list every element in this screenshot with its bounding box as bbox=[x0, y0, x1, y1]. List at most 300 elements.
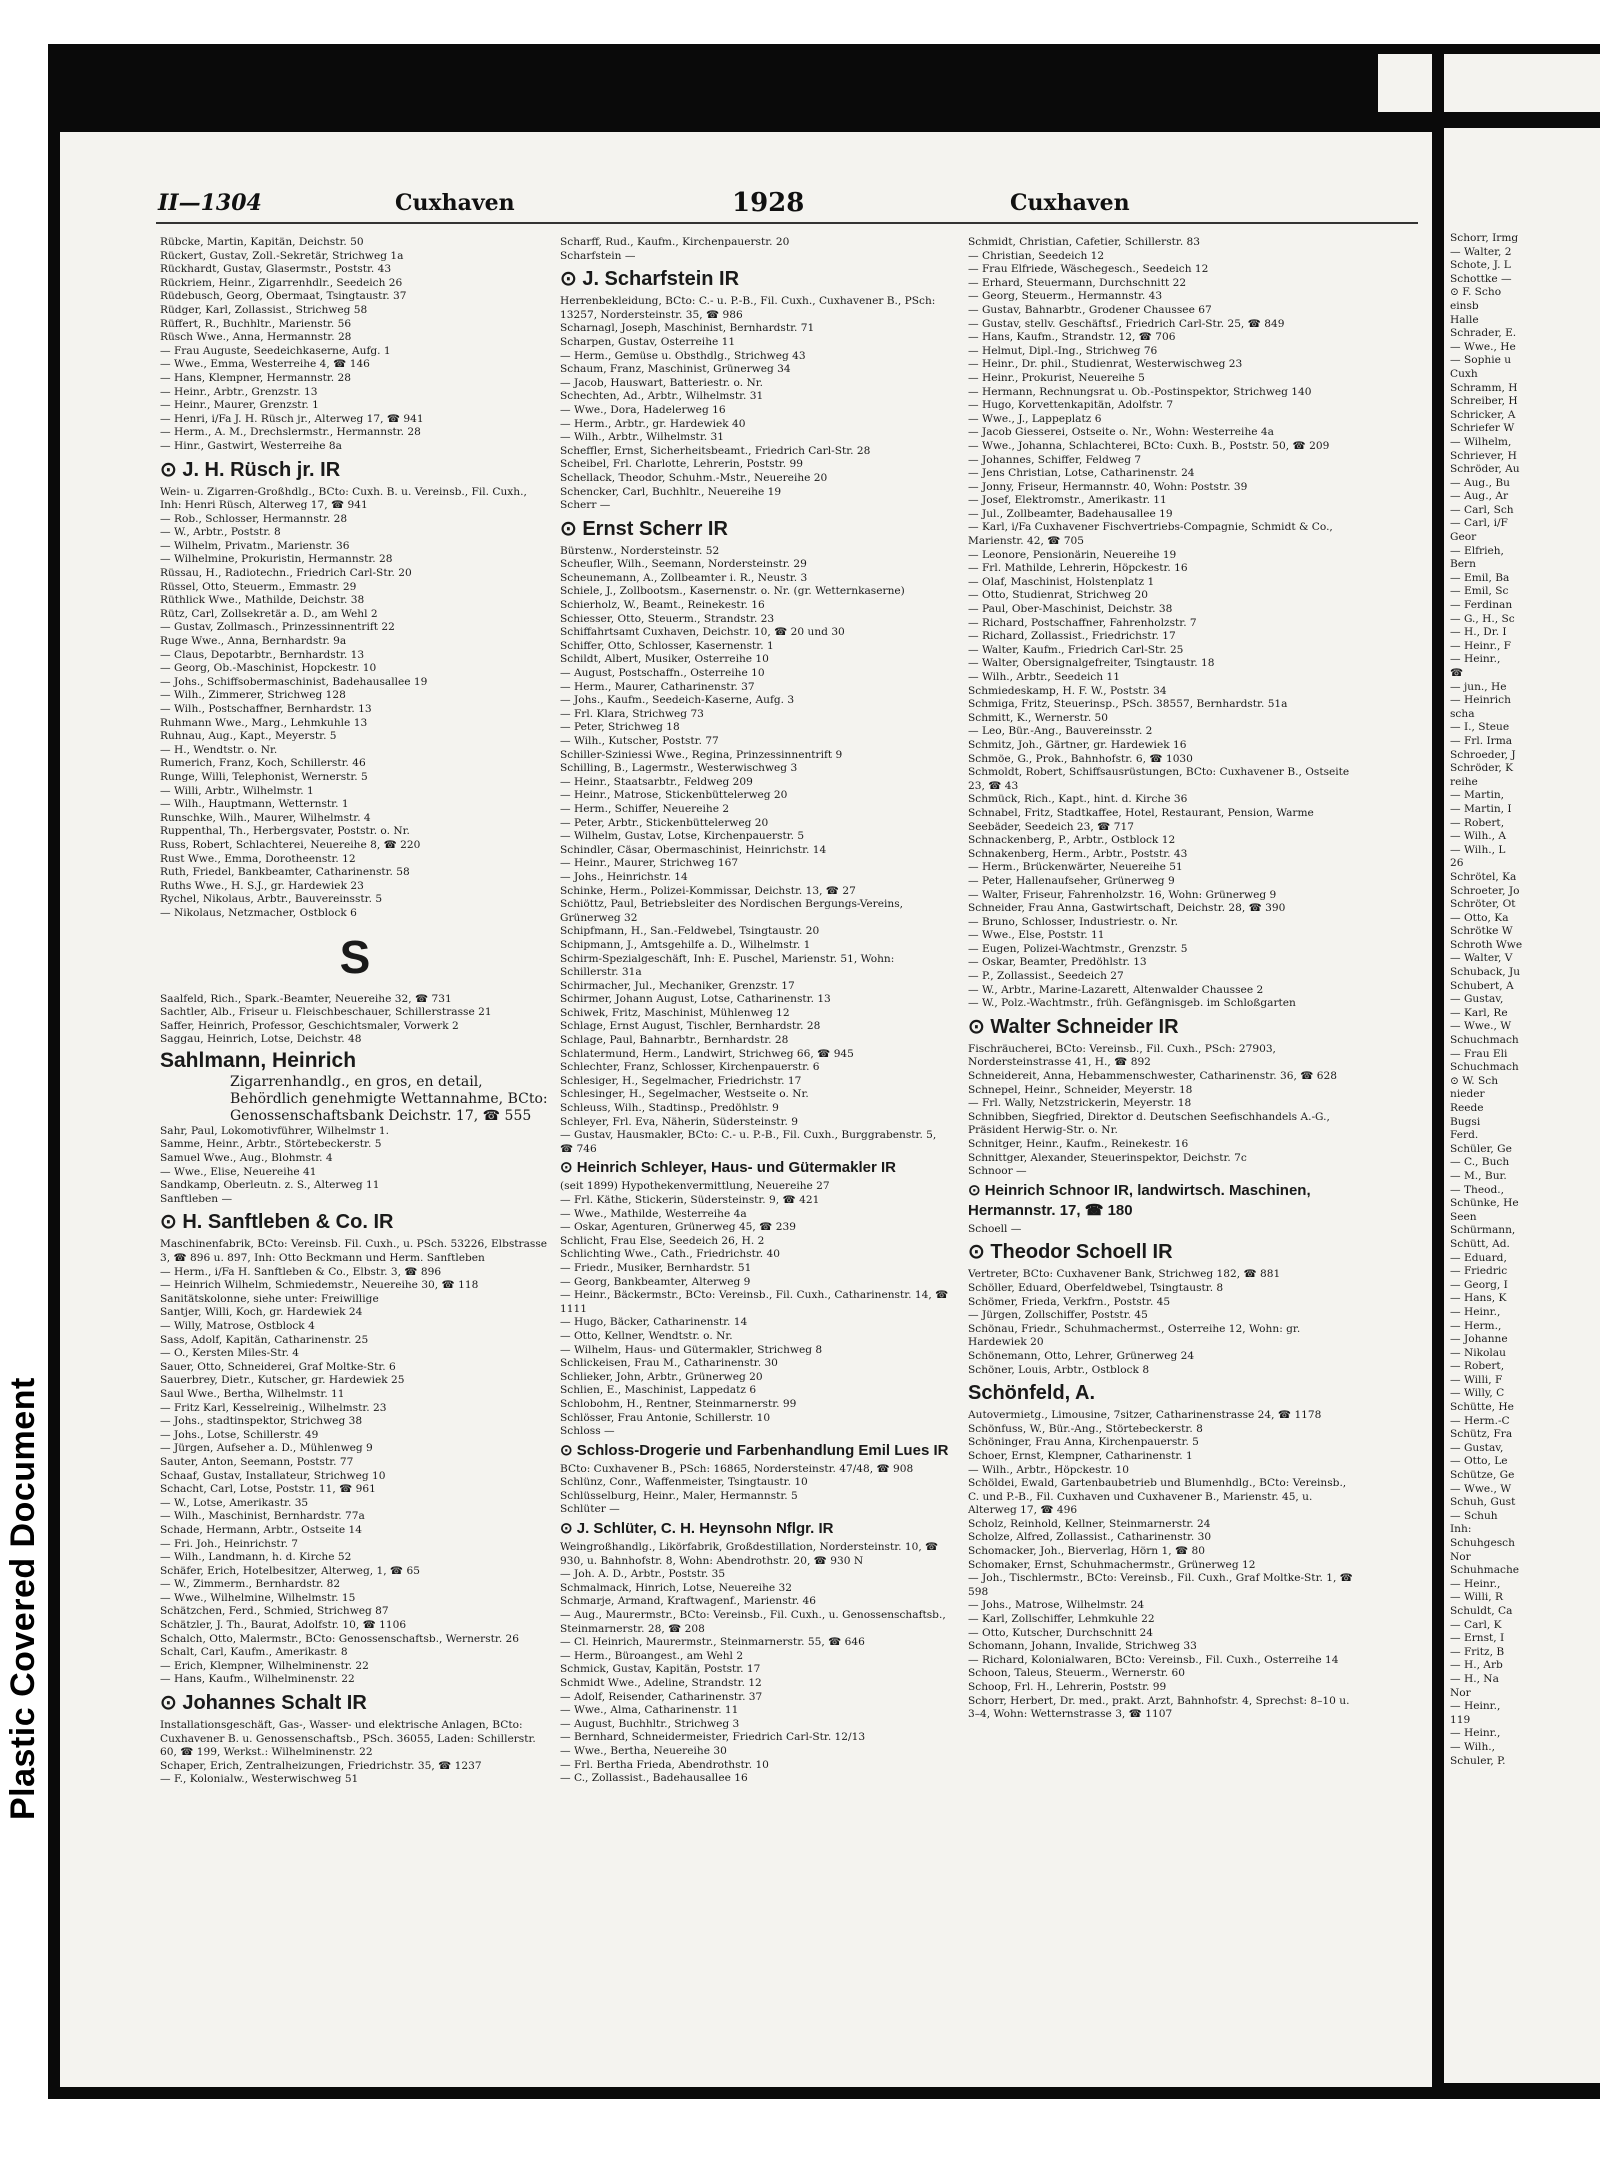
directory-entry: — W., Zimmerm., Bernhardstr. 82 bbox=[160, 1578, 341, 1591]
directory-entry-detail: Zigarrenhandlg., en gros, en detail, Behördlich genehmigte Wettannahme, BCto: Genossenschaftsbank Deichstr. 17, ☎ 555 bbox=[230, 1073, 548, 1124]
directory-heading-entry: ⊙ Heinrich Schnoor IR, landwirtsch. Maschinen, Hermannstr. 17, ☎ 180 bbox=[968, 1181, 1311, 1219]
directory-entry: Sachtler, Alb., Friseur u. Fleischbeschauer, Schillerstrasse 21 bbox=[160, 1006, 492, 1019]
directory-entry: Ferd. bbox=[1450, 1129, 1479, 1142]
directory-entry: — Frl. Käthe, Stickerin, Südersteinstr. 9, ☎ 421 bbox=[560, 1194, 820, 1206]
directory-entry: — Frl. Bertha Frieda, Abendrothstr. 10 bbox=[560, 1758, 769, 1771]
directory-entry: Schiesser, Otto, Steuerm., Strandstr. 23 bbox=[560, 612, 775, 625]
directory-entry: Rückhardt, Gustav, Glasermstr., Poststr. 43 bbox=[160, 263, 392, 276]
directory-entry: — H., Na bbox=[1450, 1672, 1499, 1685]
directory-entry: — August, Postschaffn., Osterreihe 10 bbox=[560, 667, 765, 680]
directory-entry: — Heinr., Arbtr., Grenzstr. 13 bbox=[160, 385, 318, 398]
directory-entry: — Fritz, B bbox=[1450, 1645, 1505, 1658]
directory-entry: — Wilh., bbox=[1450, 1740, 1495, 1753]
directory-entry: — Heinr., Maurer, Strichweg 167 bbox=[560, 857, 739, 870]
directory-entry: — Gustav, bbox=[1450, 993, 1504, 1006]
directory-entry: Schroth Wwe bbox=[1450, 938, 1523, 951]
directory-entry: Schindler, Cäsar, Obermaschinist, Heinrichstr. 14 bbox=[560, 843, 827, 856]
directory-entry: — Nikolaus, Netzmacher, Ostblock 6 bbox=[160, 906, 357, 919]
directory-entry: — Richard, Zollassist., Friedrichstr. 17 bbox=[968, 630, 1176, 643]
directory-entry: Sauter, Anton, Seemann, Poststr. 77 bbox=[160, 1455, 354, 1468]
directory-entry: — Heinr., bbox=[1450, 1700, 1501, 1713]
directory-entry: Bürstenw., Nordersteinstr. 52 bbox=[560, 544, 720, 557]
directory-entry: — Otto, Ka bbox=[1450, 911, 1509, 924]
directory-entry: — Hugo, Korvettenkapitän, Adolfstr. 7 bbox=[968, 399, 1174, 412]
directory-entry: Schirm-Spezialgeschäft, Inh: E. Puschel, Marienstr. 51, Wohn: Schillerstr. 31a bbox=[560, 952, 895, 979]
directory-entry: Schmück, Rich., Kapt., hint. d. Kirche 36 bbox=[968, 793, 1188, 806]
directory-entry: Scheunemann, A., Zollbeamter i. R., Neustr. 3 bbox=[560, 571, 808, 584]
directory-entry: — August, Buchhltr., Strichweg 3 bbox=[560, 1717, 740, 1730]
header-rule bbox=[156, 222, 1418, 224]
directory-entry: — Claus, Depotarbtr., Bernhardstr. 13 bbox=[160, 648, 365, 661]
directory-entry: — Peter, Arbtr., Stickenbüttelerweg 20 bbox=[560, 816, 769, 829]
directory-entry: — Wilh., Arbtr., Wilhelmstr. 31 bbox=[560, 431, 724, 444]
directory-entry: — Aug., Maurermstr., BCto: Vereinsb., Fil. Cuxh., u. Genossenschaftsb., Steinmarnerstr. 28, ☎ 208 bbox=[560, 1609, 946, 1635]
directory-entry: — Nikolau bbox=[1450, 1346, 1506, 1359]
directory-entry: — Johs., Heinrichstr. 14 bbox=[560, 870, 688, 883]
directory-entry: — Wilhelm, Haus- und Gütermakler, Strichweg 8 bbox=[560, 1343, 823, 1356]
directory-entry: Saffer, Heinrich, Professor, Geschichtsmaler, Vorwerk 2 bbox=[160, 1019, 459, 1032]
directory-entry: — Josef, Elektromstr., Amerikastr. 11 bbox=[968, 494, 1167, 507]
directory-entry: Schlickeisen, Frau M., Catharinenstr. 30 bbox=[560, 1357, 778, 1370]
directory-entry: — Aug., Bu bbox=[1450, 476, 1510, 489]
directory-entry: Santjer, Willi, Koch, gr. Hardewiek 24 bbox=[160, 1306, 363, 1319]
directory-entry: Schmiedeskamp, H. F. W., Poststr. 34 bbox=[968, 684, 1167, 697]
directory-column-3 bbox=[968, 236, 1358, 2066]
directory-entry: — Theod., bbox=[1450, 1183, 1505, 1196]
directory-entry: Schaper, Erich, Zentralheizungen, Friedrichstr. 35, ☎ 1237 bbox=[160, 1759, 482, 1772]
directory-entry: Schätzler, J. Th., Baurat, Adolfstr. 10, ☎ 1106 bbox=[160, 1619, 407, 1632]
directory-entry: Schoer, Ernst, Klempner, Catharinenstr. 1 bbox=[968, 1449, 1193, 1462]
directory-entry: — Friedr., Musiker, Bernhardstr. 51 bbox=[560, 1261, 752, 1274]
directory-entry: Schacht, Carl, Lotse, Poststr. 11, ☎ 961 bbox=[160, 1483, 376, 1496]
directory-entry: Scharfstein — bbox=[560, 249, 636, 262]
directory-entry: Schröter, Ot bbox=[1450, 898, 1516, 911]
directory-entry: — Wilh., L bbox=[1450, 843, 1506, 856]
directory-entry: Schöninger, Frau Anna, Kirchenpauerstr. 5 bbox=[968, 1436, 1199, 1449]
directory-entry: Ruth, Friedel, Bankbeamter, Catharinenstr. 58 bbox=[160, 866, 410, 879]
directory-column-2 bbox=[560, 236, 950, 2066]
directory-entry: Schönau, Friedr., Schuhmachermst., Osterreihe 12, Wohn: gr. Hardewiek 20 bbox=[968, 1322, 1301, 1349]
directory-entry: Schnakenberg, Herm., Arbtr., Poststr. 43 bbox=[968, 847, 1188, 860]
directory-entry: Geor bbox=[1450, 531, 1477, 544]
directory-page bbox=[60, 132, 1432, 2087]
directory-entry: — Wilhelm, Privatm., Marienstr. 36 bbox=[160, 539, 350, 552]
directory-entry: Schüler, Ge bbox=[1450, 1142, 1512, 1155]
directory-entry: Schnackenberg, P., Arbtr., Ostblock 12 bbox=[968, 834, 1176, 847]
directory-entry: — Erhard, Steuermann, Durchschnitt 22 bbox=[968, 276, 1187, 289]
directory-entry: — Heinr., bbox=[1450, 653, 1501, 666]
directory-entry: Schreiber, H bbox=[1450, 395, 1518, 408]
directory-entry: Schinke, Herm., Polizei-Kommissar, Deichstr. 13, ☎ 27 bbox=[560, 884, 856, 897]
directory-entry: — Olaf, Maschinist, Holstenplatz 1 bbox=[968, 575, 1155, 588]
directory-entry: Schuhmache bbox=[1450, 1564, 1520, 1577]
directory-column-1 bbox=[160, 236, 550, 2066]
directory-entry: Schrötel, Ka bbox=[1450, 870, 1517, 883]
directory-entry: — Wwe., J., Lappeplatz 6 bbox=[968, 412, 1102, 425]
directory-entry: — Jens Christian, Lotse, Catharinenstr. 24 bbox=[968, 467, 1195, 480]
directory-entry: Schäfer, Erich, Hotelbesitzer, Alterweg, 1, ☎ 65 bbox=[160, 1564, 420, 1577]
directory-entry: — Rob., Schlosser, Hermannstr. 28 bbox=[160, 512, 348, 525]
directory-entry: — Carl, i/F bbox=[1450, 517, 1508, 530]
directory-entry: Schiöttz, Paul, Betriebsleiter des Nordischen Bergungs-Vereins, Grünerweg 32 bbox=[560, 898, 904, 924]
directory-entry: Schönemann, Otto, Lehrer, Grünerweg 24 bbox=[968, 1349, 1195, 1362]
directory-entry: — Johanne bbox=[1450, 1333, 1508, 1346]
directory-entry: Schalt, Carl, Kaufm., Amerikastr. 8 bbox=[160, 1646, 348, 1659]
directory-entry: — Ferdinan bbox=[1450, 599, 1513, 612]
directory-entry: Schmarje, Armand, Kraftwagenf., Marienstr. 46 bbox=[560, 1595, 817, 1608]
directory-entry: Schütte, He bbox=[1450, 1401, 1514, 1414]
directory-entry: — Wilh., Zimmerer, Strichweg 128 bbox=[160, 689, 346, 702]
directory-heading-entry: Sahlmann, Heinrich bbox=[160, 1048, 357, 1072]
directory-entry: Rüssel, Otto, Steuerm., Emmastr. 29 bbox=[160, 580, 357, 593]
directory-entry: — Walter, V bbox=[1450, 952, 1513, 965]
directory-entry: — Heinrich bbox=[1450, 694, 1511, 707]
directory-entry: Schipfmann, H., San.-Feldwebel, Tsingtaustr. 20 bbox=[560, 925, 820, 938]
directory-entry: Schoop, Frl. H., Lehrerin, Poststr. 99 bbox=[968, 1681, 1167, 1693]
directory-entry: Rüdger, Karl, Zollassist., Strichweg 58 bbox=[160, 303, 368, 316]
directory-entry: — Otto, Le bbox=[1450, 1455, 1508, 1468]
directory-entry: — Sophie u bbox=[1450, 354, 1512, 367]
directory-entry: — Herm., Maurer, Catharinenstr. 37 bbox=[560, 680, 755, 693]
directory-entry: Schnepel, Heinr., Schneider, Meyerstr. 18 bbox=[968, 1083, 1193, 1096]
directory-entry: — Willi, R bbox=[1450, 1591, 1503, 1604]
directory-entry: Schomacker, Joh., Bierverlag, Hörn 1, ☎ 80 bbox=[968, 1545, 1205, 1558]
directory-entry: — Wwe., Johanna, Schlachterei, BCto: Cuxh. B., Poststr. 50, ☎ 209 bbox=[968, 439, 1330, 452]
directory-entry: Schnoor — bbox=[968, 1165, 1027, 1178]
directory-entry: — O., Kersten Miles-Str. 4 bbox=[160, 1347, 300, 1360]
directory-entry: Sauerbrey, Dietr., Kutscher, gr. Hardewiek 25 bbox=[160, 1374, 405, 1387]
directory-entry: — Heinr., Maurer, Grenzstr. 1 bbox=[160, 399, 319, 412]
directory-entry: Schiwek, Fritz, Maschinist, Mühlenweg 12 bbox=[560, 1006, 790, 1019]
directory-entry: — H., Dr. I bbox=[1450, 626, 1507, 639]
directory-entry: Schirmacher, Jul., Mechaniker, Grenzstr. 17 bbox=[560, 979, 795, 992]
directory-entry: — Schuh bbox=[1450, 1509, 1498, 1522]
directory-entry: Sandkamp, Oberleutn. z. S., Alterweg 11 bbox=[160, 1179, 380, 1192]
directory-entry: Scharnagl, Joseph, Maschinist, Bernhardstr. 71 bbox=[560, 322, 815, 335]
directory-entry: — Frau Eli bbox=[1450, 1047, 1508, 1060]
directory-entry: Sanftleben — bbox=[160, 1192, 233, 1205]
directory-entry: Schroeder, J bbox=[1450, 748, 1516, 761]
directory-entry: Scheffler, Ernst, Sicherheitsbeamt., Friedrich Carl-Str. 28 bbox=[560, 444, 871, 457]
directory-entry: — Walter, 2 bbox=[1450, 245, 1512, 258]
directory-entry: — Wilh., Postschaffner, Bernhardstr. 13 bbox=[160, 703, 372, 715]
directory-entry: — Peter, Strichweg 18 bbox=[560, 721, 680, 734]
directory-entry: Rüsch Wwe., Anna, Hermannstr. 28 bbox=[160, 331, 352, 344]
directory-entry: reihe bbox=[1450, 775, 1478, 788]
directory-entry: Schneider, Frau Anna, Gastwirtschaft, Deichstr. 28, ☎ 390 bbox=[968, 902, 1286, 915]
directory-entry: — Wwe., Alma, Catharinenstr. 11 bbox=[560, 1704, 739, 1717]
directory-entry: — W., Lotse, Amerikastr. 35 bbox=[160, 1496, 309, 1509]
directory-entry: Schuh, Gust bbox=[1450, 1496, 1516, 1509]
directory-entry: — Otto, Kutscher, Durchschnitt 24 bbox=[968, 1626, 1154, 1639]
directory-heading-entry: ⊙ H. Sanftleben & Co. IR bbox=[160, 1211, 394, 1234]
directory-entry: Schmick, Gustav, Kapitän, Poststr. 17 bbox=[560, 1663, 761, 1676]
directory-entry: — Johs., stadtinspektor, Strichweg 38 bbox=[160, 1415, 363, 1428]
directory-entry: — M., Bur. bbox=[1450, 1169, 1507, 1182]
directory-entry: — Jul., Zollbeamter, Badehausallee 19 bbox=[968, 507, 1173, 520]
directory-entry: Schiller-Sziniessi Wwe., Regina, Prinzessinnentrift 9 bbox=[560, 748, 843, 761]
directory-entry: Schmiga, Fritz, Steuerinsp., PSch. 38557, Bernhardstr. 51a bbox=[968, 698, 1288, 711]
directory-entry: Saggau, Heinrich, Lotse, Deichstr. 48 bbox=[160, 1033, 362, 1046]
directory-entry: — Christian, Seedeich 12 bbox=[968, 249, 1105, 262]
directory-entry: — Henri, i/Fa J. H. Rüsch jr., Alterweg 17, ☎ 941 bbox=[160, 412, 424, 425]
directory-entry: — Wwe., Else, Poststr. 11 bbox=[968, 929, 1105, 942]
directory-entry: — Wilh., Arbtr., Höpckestr. 10 bbox=[968, 1463, 1129, 1476]
page-corner-tab bbox=[1378, 54, 1600, 112]
directory-entry: — Leonore, Pensionärin, Neuereihe 19 bbox=[968, 548, 1177, 561]
directory-entry: — Martin, I bbox=[1450, 802, 1512, 815]
directory-entry: Schilling, B., Lagermstr., Westerwischweg 3 bbox=[560, 762, 798, 775]
directory-entry: — Georg, Bankbeamter, Alterweg 9 bbox=[560, 1275, 751, 1288]
directory-entry: Schlieker, John, Arbtr., Grünerweg 20 bbox=[560, 1370, 763, 1383]
directory-entry: Schlechter, Franz, Schlosser, Kirchenpauerstr. 6 bbox=[560, 1061, 820, 1074]
directory-entry: Schellack, Theodor, Schuhm.-Mstr., Neuereihe 20 bbox=[560, 471, 828, 484]
directory-entry: — Willy, C bbox=[1450, 1387, 1505, 1400]
directory-entry: — Georg, Ob.-Maschinist, Hopckestr. 10 bbox=[160, 662, 377, 675]
city-title-left: Cuxhaven bbox=[395, 190, 515, 216]
directory-entry: Ruhmann Wwe., Marg., Lehmkuhle 13 bbox=[160, 716, 368, 729]
directory-entry: — Herm., Büroangest., am Wehl 2 bbox=[560, 1649, 744, 1662]
directory-entry: Schmoldt, Robert, Schiffsausrüstungen, BCto: Cuxhavener B., Ostseite 23, ☎ 43 bbox=[968, 766, 1350, 792]
directory-entry: — Heinr., Matrose, Stickenbüttelerweg 20 bbox=[560, 789, 788, 802]
directory-entry: Inh: bbox=[1450, 1523, 1472, 1536]
directory-entry: — Heinr., F bbox=[1450, 639, 1512, 652]
directory-entry: Schiffahrtsamt Cuxhaven, Deichstr. 10, ☎ 20 und 30 bbox=[560, 626, 845, 639]
directory-entry: Nor bbox=[1450, 1686, 1471, 1699]
directory-entry: — Oskar, Agenturen, Grünerweg 45, ☎ 239 bbox=[560, 1221, 796, 1234]
directory-entry: — Wilh., Landmann, h. d. Kirche 52 bbox=[160, 1551, 352, 1564]
directory-entry: — Heinr., bbox=[1450, 1577, 1501, 1590]
directory-entry: — jun., He bbox=[1450, 680, 1507, 693]
directory-entry: Saalfeld, Rich., Spark.-Beamter, Neuereihe 32, ☎ 731 bbox=[160, 992, 452, 1005]
directory-entry: — Jacob Giesserei, Ostseite o. Nr., Wohn: Westerreihe 4a bbox=[968, 426, 1274, 439]
directory-entry: Schlien, E., Maschinist, Lappedatz 6 bbox=[560, 1384, 757, 1397]
directory-entry: Schricker, A bbox=[1450, 408, 1516, 421]
directory-entry: Rüdebusch, Georg, Obermaat, Tsingtaustr. 37 bbox=[160, 290, 407, 303]
directory-entry: Schnittger, Alexander, Steuerinspektor, Deichstr. 7c bbox=[968, 1151, 1247, 1164]
directory-entry: Schoon, Taleus, Steuerm., Wernerstr. 60 bbox=[968, 1667, 1185, 1680]
directory-entry: Scholze, Alfred, Zollassist., Catharinenstr. 30 bbox=[968, 1531, 1212, 1544]
directory-entry: Rust Wwe., Emma, Dorotheenstr. 12 bbox=[160, 852, 356, 865]
directory-heading-entry: Schönfeld, A. bbox=[968, 1382, 1096, 1405]
directory-entry: Schünke, He bbox=[1450, 1197, 1519, 1210]
directory-entry: Schlüsselburg, Heinr., Maler, Hermannstr. 5 bbox=[560, 1489, 798, 1502]
directory-entry: — Karl, i/Fa Cuxhavener Fischvertriebs-Compagnie, Schmidt & Co., Marienstr. 42, ☎ 705 bbox=[968, 521, 1333, 548]
directory-entry: Schöner, Louis, Arbtr., Ostblock 8 bbox=[968, 1363, 1150, 1376]
directory-entry: — P., Zollassist., Seedeich 27 bbox=[968, 970, 1124, 983]
directory-entry: Nor bbox=[1450, 1550, 1471, 1563]
directory-entry: Halle bbox=[1450, 313, 1479, 326]
directory-entry: — C., Zollassist., Badehausallee 16 bbox=[560, 1772, 748, 1785]
directory-entry: — Helmut, Dipl.-Ing., Strichweg 76 bbox=[968, 344, 1158, 357]
directory-entry: — Willi, Arbtr., Wilhelmstr. 1 bbox=[160, 784, 314, 797]
directory-entry: Cuxh bbox=[1450, 367, 1478, 380]
directory-entry: Sass, Adolf, Kapitän, Catharinenstr. 25 bbox=[160, 1333, 369, 1346]
directory-entry: — Robert, bbox=[1450, 816, 1505, 829]
directory-entry: Reede bbox=[1450, 1102, 1484, 1114]
scanned-document bbox=[48, 44, 1600, 2099]
directory-entry: Schlesiger, H., Segelmacher, Friedrichstr. 17 bbox=[560, 1074, 802, 1087]
directory-entry: — Fritz Karl, Kesselreinig., Wilhelmstr. 23 bbox=[160, 1401, 387, 1414]
directory-entry: Schmitt, K., Wernerstr. 50 bbox=[968, 711, 1109, 724]
directory-entry: Weingroßhandlg., Likörfabrik, Großdestillation, Nordersteinstr. 10, ☎ 930, u. Bahnhofstr. 8, Wohn: Abendrothstr. 20, ☎ 930 N bbox=[560, 1541, 939, 1567]
directory-entry: 26 bbox=[1450, 857, 1464, 870]
directory-entry: — Willi, F bbox=[1450, 1373, 1503, 1386]
directory-entry: Schramm, H bbox=[1450, 381, 1518, 394]
city-title-right: Cuxhaven bbox=[1010, 190, 1130, 216]
directory-entry: Runge, Willi, Telephonist, Wernerstr. 5 bbox=[160, 770, 368, 783]
directory-entry: Schildt, Albert, Musiker, Osterreihe 10 bbox=[560, 653, 769, 666]
directory-entry: — Adolf, Reisender, Catharinenstr. 37 bbox=[560, 1690, 763, 1703]
directory-entry: — Emil, Ba bbox=[1450, 571, 1510, 584]
directory-heading-entry: ⊙ J. Schlüter, C. H. Heynsohn Nflgr. IR bbox=[560, 1520, 834, 1538]
directory-entry: Schmidt Wwe., Adeline, Strandstr. 12 bbox=[560, 1677, 762, 1689]
directory-entry: — Frl. Mathilde, Lehrerin, Höpckestr. 16 bbox=[968, 562, 1188, 575]
directory-entry: Samuel Wwe., Aug., Blohmstr. 4 bbox=[160, 1152, 333, 1165]
directory-entry: — W., Polz.-Wachtmstr., früh. Gefängnisgeb. im Schloßgarten bbox=[968, 997, 1296, 1010]
directory-entry: — Heinr., Bäckermstr., BCto: Vereinsb., Fil. Cuxh., Catharinenstr. 14, ☎ 1111 bbox=[560, 1289, 949, 1315]
directory-entry: — Georg, I bbox=[1450, 1278, 1508, 1291]
directory-heading-entry: ⊙ J. H. Rüsch jr. IR bbox=[160, 458, 341, 481]
directory-entry: Bugsi bbox=[1450, 1115, 1481, 1128]
directory-entry: nieder bbox=[1450, 1088, 1485, 1101]
directory-entry: Schmalmack, Hinrich, Lotse, Neuereihe 32 bbox=[560, 1581, 793, 1594]
directory-entry: — Friedric bbox=[1450, 1265, 1508, 1278]
directory-entry: — Hans, Kaufm., Strandstr. 12, ☎ 706 bbox=[968, 331, 1176, 344]
directory-entry: Schloss — bbox=[560, 1425, 615, 1438]
directory-entry: — Martin, bbox=[1450, 789, 1505, 802]
directory-entry: Schlage, Ernst August, Tischler, Bernhardstr. 28 bbox=[560, 1020, 821, 1033]
adjacent-page-edge bbox=[1444, 128, 1600, 2083]
directory-entry: — Hans, K bbox=[1450, 1292, 1507, 1305]
directory-entry: — Heinrich Wilhelm, Schmiedemstr., Neuereihe 30, ☎ 118 bbox=[160, 1279, 479, 1292]
directory-entry: Schiffer, Otto, Schlosser, Kasernenstr. 1 bbox=[560, 639, 774, 652]
directory-entry: — Carl, Sch bbox=[1450, 503, 1514, 516]
directory-entry: — Frl. Irma bbox=[1450, 734, 1513, 747]
directory-entry: — Heinr., Staatsarbtr., Feldweg 209 bbox=[560, 775, 753, 788]
directory-entry: — Bernhard, Schneidermeister, Friedrich Carl-Str. 12/13 bbox=[560, 1731, 866, 1744]
directory-entry: Rüthlick Wwe., Mathilde, Deichstr. 38 bbox=[160, 594, 365, 607]
directory-entry: Schnabel, Fritz, Stadtkaffee, Hotel, Restaurant, Pension, Warme Seebäder, Seedeich 23, ☎ 717 bbox=[968, 806, 1314, 833]
directory-entry: Rüssau, H., Radiotechn., Friedrich Carl-Str. 20 bbox=[160, 567, 412, 580]
directory-entry: ⊙ W. Sch bbox=[1450, 1074, 1499, 1087]
directory-entry: Schorr, Irmg bbox=[1450, 232, 1519, 244]
directory-entry: — Wilh., Maschinist, Bernhardstr. 77a bbox=[160, 1510, 365, 1523]
directory-entry: — Wilhelm, bbox=[1450, 435, 1512, 448]
directory-entry: Sauer, Otto, Schneiderei, Graf Moltke-Str. 6 bbox=[160, 1360, 396, 1373]
directory-entry: — Richard, Postschaffner, Fahrenholzstr. 7 bbox=[968, 616, 1197, 629]
directory-entry: Scheibel, Frl. Charlotte, Lehrerin, Poststr. 99 bbox=[560, 458, 804, 471]
directory-entry: Schütze, Ge bbox=[1450, 1469, 1515, 1482]
directory-entry: Schote, J. L bbox=[1450, 259, 1511, 272]
directory-entry: Rückriem, Heinr., Zigarrenhdlr., Seedeich 26 bbox=[160, 276, 403, 289]
directory-entry: Schalch, Otto, Malermstr., BCto: Genossenschaftsb., Wernerstr. 26 bbox=[160, 1632, 520, 1645]
directory-entry: Saul Wwe., Bertha, Wilhelmstr. 11 bbox=[160, 1387, 345, 1400]
page-gutter bbox=[1432, 44, 1444, 2099]
directory-entry: Schaaf, Gustav, Installateur, Strichweg 10 bbox=[160, 1469, 386, 1482]
directory-entry: — Herm., i/Fa H. Sanftleben & Co., Elbstr. 3, ☎ 896 bbox=[160, 1265, 442, 1278]
directory-entry: — Wilh., A bbox=[1450, 830, 1507, 843]
directory-entry: — F., Kolonialw., Westerwischweg 51 bbox=[160, 1773, 359, 1786]
directory-entry: — G., H., Sc bbox=[1450, 612, 1515, 625]
directory-entry: — C., Buch bbox=[1450, 1156, 1510, 1169]
directory-entry: — Jürgen, Zollschiffer, Poststr. 45 bbox=[968, 1309, 1148, 1322]
directory-entry: einsb bbox=[1450, 299, 1479, 312]
directory-entry: — Wwe., Elise, Neuereihe 41 bbox=[160, 1165, 317, 1178]
directory-entry: Schomann, Johann, Invalide, Strichweg 33 bbox=[968, 1640, 1197, 1653]
directory-entry: — Johs., Schiffsobermaschinist, Badehausallee 19 bbox=[160, 675, 428, 688]
directory-entry: Schmöe, G., Prok., Bahnhofstr. 6, ☎ 1030 bbox=[968, 752, 1193, 765]
directory-entry: — Johs., Kaufm., Seedeich-Kaserne, Aufg. 3 bbox=[560, 694, 795, 707]
directory-entry: — Wwe., He bbox=[1450, 340, 1516, 353]
directory-entry: — Eduard, bbox=[1450, 1251, 1507, 1264]
directory-entry: Schlünz, Conr., Waffenmeister, Tsingtaustr. 10 bbox=[560, 1476, 808, 1489]
directory-entry: — H., Arb bbox=[1450, 1659, 1503, 1672]
directory-entry: Schütt, Ad. bbox=[1450, 1237, 1510, 1250]
directory-entry: — Bruno, Schlosser, Industriestr. o. Nr. bbox=[968, 915, 1178, 928]
directory-entry: Ruhnau, Aug., Kapt., Meyerstr. 5 bbox=[160, 730, 337, 743]
directory-entry: — W., Arbtr., Marine-Lazarett, Altenwalder Chaussee 2 bbox=[968, 983, 1264, 996]
directory-entry: — Wwe., Emma, Westerreihe 4, ☎ 146 bbox=[160, 358, 370, 371]
directory-heading-entry: ⊙ Schloss-Drogerie und Farbenhandlung Emil Lues IR bbox=[560, 1441, 949, 1459]
directory-entry: — Hinr., Gastwirt, Westerreihe 8a bbox=[160, 439, 342, 452]
directory-entry: — Hugo, Bäcker, Catharinenstr. 14 bbox=[560, 1316, 748, 1329]
directory-entry: Schlüter — bbox=[560, 1503, 620, 1516]
directory-entry: Schätzchen, Ferd., Schmied, Strichweg 87 bbox=[160, 1605, 389, 1618]
directory-entry: — Oskar, Beamter, Predöhlstr. 13 bbox=[968, 956, 1147, 969]
directory-entry: Schriefer W bbox=[1450, 422, 1515, 435]
directory-heading-entry: ⊙ Walter Schneider IR bbox=[968, 1015, 1179, 1038]
directory-entry: Samme, Heinr., Arbtr., Störtebeckerstr. 5 bbox=[160, 1138, 382, 1151]
directory-entry: Schaum, Franz, Maschinist, Grünerweg 34 bbox=[560, 363, 791, 376]
directory-entry: — Wwe., W bbox=[1450, 1482, 1512, 1495]
directory-entry: Schmidt, Christian, Cafetier, Schillerstr. 83 bbox=[968, 236, 1201, 248]
directory-entry: — Hans, Klempner, Hermannstr. 28 bbox=[160, 371, 352, 384]
directory-entry: — Heinr., Prokurist, Neuereihe 5 bbox=[968, 371, 1145, 384]
directory-entry: Schnibben, Siegfried, Direktor d. Deutschen Seefischhandels A.-G., Präsident Herwig-Str. o. Nr. bbox=[968, 1110, 1330, 1137]
directory-entry: Schleyer, Frl. Eva, Näherin, Südersteinstr. 9 bbox=[560, 1115, 798, 1128]
directory-entry: Sahr, Paul, Lokomotivführer, Wilhelmstr 1. bbox=[160, 1124, 389, 1137]
directory-entry: — Wwe., Bertha, Neuereihe 30 bbox=[560, 1744, 727, 1757]
directory-entry: — Jonny, Friseur, Hermannstr. 40, Wohn: Poststr. 39 bbox=[968, 480, 1248, 493]
directory-entry: — Herm., Arbtr., gr. Hardewiek 40 bbox=[560, 417, 746, 430]
directory-entry: — Karl, Re bbox=[1450, 1006, 1508, 1019]
directory-entry: Bern bbox=[1450, 558, 1476, 571]
directory-entry: — Herm.-C bbox=[1450, 1414, 1510, 1427]
directory-entry: — Walter, Kaufm., Friedrich Carl-Str. 25 bbox=[968, 643, 1184, 656]
directory-entry: — Johs., Matrose, Wilhelmstr. 24 bbox=[968, 1599, 1145, 1612]
directory-entry: Vertreter, BCto: Cuxhavener Bank, Strichweg 182, ☎ 881 bbox=[968, 1268, 1281, 1281]
directory-heading-entry: ⊙ Johannes Schalt IR bbox=[160, 1692, 367, 1715]
directory-entry: — Herm., Brückenwärter, Neuereihe 51 bbox=[968, 861, 1183, 874]
plastic-covered-label: Plastic Covered Document bbox=[4, 1377, 42, 1820]
directory-entry: — Johs., Lotse, Schillerstr. 49 bbox=[160, 1428, 319, 1441]
directory-entry: — Wwe., W bbox=[1450, 1020, 1512, 1033]
directory-entry: Schroeter, Jo bbox=[1450, 884, 1520, 897]
directory-entry: — Wwe., Dora, Hadelerweg 16 bbox=[560, 403, 726, 416]
directory-entry: — Peter, Hallenaufseher, Grünerweg 9 bbox=[968, 874, 1175, 887]
directory-entry: Wein- u. Zigarren-Großhdlg., BCto: Cuxh. B. u. Vereinsb., Fil. Cuxh., Inh: Henri Rüsch, Alterweg 17, ☎ 941 bbox=[160, 485, 527, 512]
directory-entry: — Wilh., Hauptmann, Wetternstr. 1 bbox=[160, 798, 349, 811]
directory-entry: — Fri. Joh., Heinrichstr. 7 bbox=[160, 1537, 299, 1550]
directory-entry: — Otto, Kellner, Wendtstr. o. Nr. bbox=[560, 1329, 733, 1342]
directory-heading-entry: ⊙ J. Scharfstein IR bbox=[560, 268, 740, 291]
directory-entry: Schiele, J., Zollbootsm., Kasernenstr. o. Nr. (gr. Wetternkaserne) bbox=[560, 585, 905, 598]
directory-entry: — Joh. A. D., Arbtr., Poststr. 35 bbox=[560, 1568, 726, 1581]
directory-entry: Scherr — bbox=[560, 499, 611, 512]
directory-entry: — Heinr., bbox=[1450, 1305, 1501, 1318]
directory-entry: Schechten, Ad., Arbtr., Wilhelmstr. 31 bbox=[560, 390, 764, 403]
